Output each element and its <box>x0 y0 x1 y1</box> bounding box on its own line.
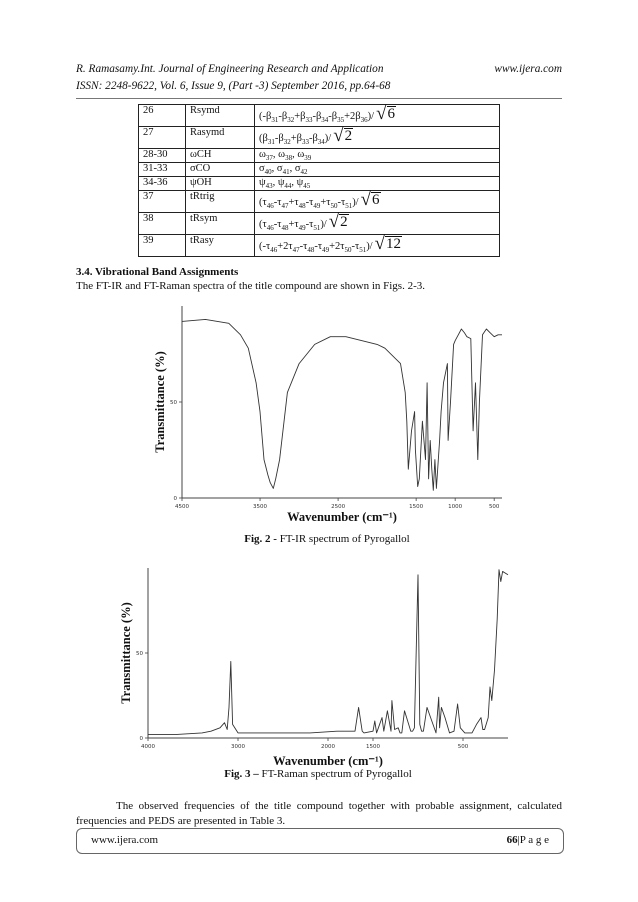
fig2-caption-label: Fig. 2 - <box>244 533 277 545</box>
table-row <box>139 163 500 177</box>
ftir-figure <box>146 300 508 524</box>
coordinate-definition <box>255 127 500 149</box>
radical-sign: √ <box>360 189 372 211</box>
header-divider <box>76 98 562 99</box>
journal-title: R. Ramasamy.Int. Journal of Engineering Research and Application <box>76 63 384 75</box>
page-footer <box>76 828 564 854</box>
table-row <box>139 127 500 149</box>
table-row <box>139 191 500 213</box>
radicand: 6 <box>387 106 396 123</box>
row-number: 31-33 <box>139 163 186 177</box>
coordinate-name: tRtrig <box>186 191 255 213</box>
radicand: 6 <box>372 192 380 209</box>
coordinate-name: Rsymd <box>186 105 255 127</box>
fig3-caption-label: Fig. 3 – <box>224 768 259 780</box>
row-number: 38 <box>139 213 186 235</box>
y-tick-label: 0 <box>139 736 143 742</box>
definition-expression: $\psi_{43}$, $\psi_{44}$, $\psi_{45}$ <box>259 177 311 191</box>
row-number: 28-30 <box>139 149 186 163</box>
coordinate-definition <box>255 105 500 127</box>
radicand: 12 <box>386 236 402 253</box>
coordinate-definition <box>255 163 500 177</box>
row-number: 39 <box>139 235 186 257</box>
definition-expression: $(-\beta_{31}-\beta_{32}+\beta_{33}-\beta_{34}-\beta_{35}+2\beta_{36})/$ <box>259 111 375 125</box>
page-number-value: 66 <box>506 834 518 846</box>
coordinate-definition <box>255 213 500 235</box>
x-tick-label: 500 <box>457 744 469 750</box>
ftir-spectrum-chart <box>146 300 508 524</box>
row-number: 27 <box>139 127 186 149</box>
sqrt-symbol <box>360 189 381 211</box>
radicand: 2 <box>344 128 353 145</box>
radical-sign: √ <box>333 125 344 146</box>
coordinate-name: ψOH <box>186 177 255 191</box>
y-axis-label: Transmittance (%) <box>119 602 133 704</box>
page-number-suffix: |P a g e <box>517 834 549 846</box>
fig2-caption-text: FT-IR spectrum of Pyrogallol <box>279 533 410 545</box>
raman-spectrum-chart <box>112 562 524 768</box>
running-header-journal <box>76 63 562 75</box>
table-row <box>139 177 500 191</box>
coordinate-name: Rasymd <box>186 127 255 149</box>
radicand: 2 <box>340 214 348 231</box>
x-tick-label: 4000 <box>141 744 155 750</box>
y-tick-label: 50 <box>136 651 143 657</box>
coordinate-name: tRsym <box>186 213 255 235</box>
definition-expression: $(\tau_{46}-\tau_{48}+\tau_{49}-\tau_{51})/$ <box>259 219 327 233</box>
coordinate-name: tRasy <box>186 235 255 257</box>
fig3-caption <box>112 768 524 780</box>
table-row <box>139 149 500 163</box>
x-tick-label: 1500 <box>409 504 424 510</box>
x-tick-label: 1500 <box>366 744 380 750</box>
table-row <box>139 235 500 257</box>
row-number: 26 <box>139 105 186 127</box>
coordinate-definition <box>255 149 500 163</box>
definition-expression: $(\beta_{31}-\beta_{32}+\beta_{33}-\beta_{34})/$ <box>259 133 332 147</box>
radical-sign: √ <box>376 103 387 124</box>
running-header-issn <box>76 80 562 92</box>
sqrt-symbol <box>374 233 402 255</box>
definition-expression: $\sigma_{40}$, $\sigma_{41}$, $\sigma_{42}$ <box>259 163 308 177</box>
definition-expression: $\omega_{37}$, $\omega_{38}$, $\omega_{39}$ <box>259 149 312 163</box>
coordinate-name: σCO <box>186 163 255 177</box>
radical-sign: √ <box>328 211 340 233</box>
issn-line: ISSN: 2248-9622, Vol. 6, Issue 9, (Part -3) September 2016, pp.64-68 <box>76 80 391 92</box>
coordinates-table-body <box>139 105 500 257</box>
x-tick-label: 4500 <box>175 504 189 510</box>
fig3-caption-text: FT-Raman spectrum of Pyrogallol <box>261 768 412 780</box>
x-tick-label: 2500 <box>331 504 346 510</box>
coordinate-name: ωCH <box>186 149 255 163</box>
coordinate-definition <box>255 177 500 191</box>
sqrt-symbol <box>328 211 349 233</box>
sqrt-symbol <box>333 127 353 144</box>
footer-website[interactable]: www.ijera.com <box>91 834 159 846</box>
row-number: 37 <box>139 191 186 213</box>
spectrum-line <box>182 319 502 490</box>
coordinate-definition <box>255 191 500 213</box>
section-title: 3.4. Vibrational Band Assignments <box>76 266 239 278</box>
x-axis-label: Wavenumber (cm⁻¹) <box>273 754 383 768</box>
body-paragraph: The observed frequencies of the title compound together with probable assignment, calculated frequencies and PEDS are presented in Table 3. <box>76 800 562 827</box>
y-tick-label: 50 <box>170 400 177 406</box>
x-tick-label: 1000 <box>448 504 463 510</box>
table-row <box>139 105 500 127</box>
definition-expression: $(\tau_{46}-\tau_{47}+\tau_{48}-\tau_{49}+\tau_{50}-\tau_{51})/$ <box>259 197 359 211</box>
section-intro-text: The FT-IR and FT-Raman spectra of the title compound are shown in Figs. 2-3. <box>76 280 425 292</box>
radical-sign: √ <box>374 233 386 255</box>
coordinate-definition <box>255 235 500 257</box>
fig2-caption <box>146 533 508 545</box>
x-tick-label: 3000 <box>231 744 245 750</box>
x-tick-label: 500 <box>488 504 500 510</box>
y-tick-label: 0 <box>173 496 177 502</box>
sqrt-symbol <box>376 105 396 122</box>
x-tick-label: 3500 <box>253 504 268 510</box>
definition-expression: $(-\tau_{46}+2\tau_{47}-\tau_{48}-\tau_{49}+2\tau_{50}-\tau_{51})/$ <box>259 241 373 255</box>
raman-figure <box>112 562 524 768</box>
table-row <box>139 213 500 235</box>
row-number: 34-36 <box>139 177 186 191</box>
journal-website[interactable]: www.ijera.com <box>494 63 562 75</box>
page-number <box>507 834 549 846</box>
spectrum-line <box>148 570 508 735</box>
y-axis-label: Transmittance (%) <box>153 351 167 453</box>
coordinates-table <box>138 104 500 257</box>
x-axis-label: Wavenumber (cm⁻¹) <box>287 510 397 524</box>
x-tick-label: 2000 <box>321 744 335 750</box>
